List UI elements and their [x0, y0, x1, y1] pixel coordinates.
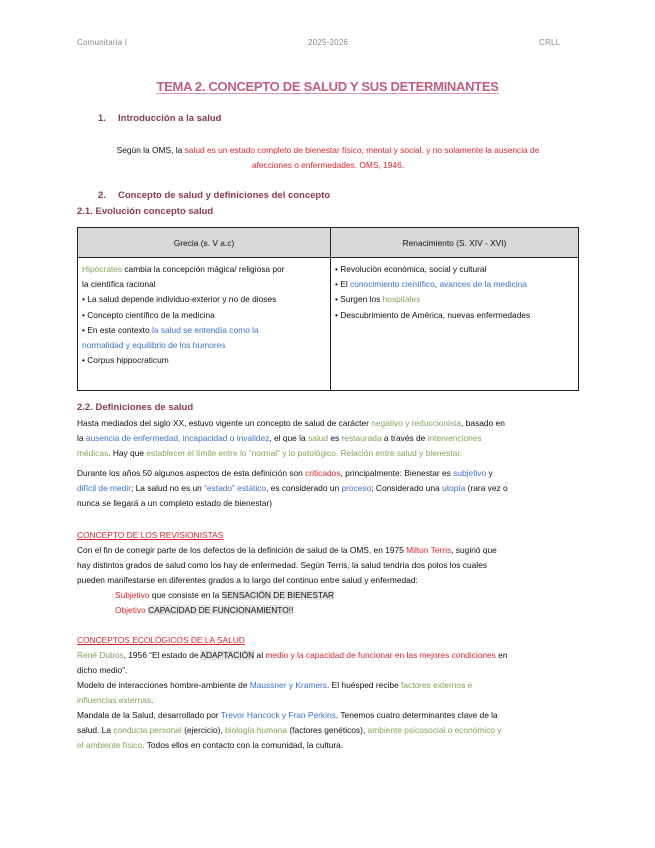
page-title: TEMA 2. CONCEPTO DE SALUD Y SUS DETERMINANTES — [156, 79, 499, 94]
oms-definition-red: salud es un estado completo de bienestar físico, mental y social, y no solamente la ausencia de — [184, 145, 540, 155]
list-item: • En este contexto — [82, 324, 152, 335]
text: la — [77, 433, 86, 443]
list-item: • Concepto científico de la medicina — [82, 309, 215, 320]
text: dicho medio”. — [77, 665, 128, 675]
highlight-blue: difícil de medir — [77, 483, 131, 493]
text: . Todos ellos en contacto con la comunidad, la cultura. — [142, 740, 344, 750]
text: y — [486, 468, 493, 478]
ecological-section — [77, 633, 582, 753]
highlight-blue: Maussner y Kramers — [249, 680, 327, 690]
section-number: 1. — [98, 113, 106, 124]
text: (factores genéticos), — [287, 725, 368, 735]
text: ; Considerado una — [371, 483, 443, 493]
highlight-green: establecer el límite entre lo “normal” y lo patológico. Relación entre salud y bienestar. — [146, 448, 462, 458]
hipocrates: Hipócrates — [82, 264, 123, 274]
highlight-gray: ADAPTACIÓN — [200, 650, 255, 660]
cell-greece — [78, 258, 331, 391]
highlight-red: Milton Terris — [406, 545, 452, 555]
header-center: 2025-2026 — [308, 38, 349, 47]
list-item: • La salud depende individuo-exterior y no de dioses — [82, 294, 277, 305]
highlight-green: intervenciones — [427, 433, 482, 443]
section-number: 2. — [98, 190, 106, 201]
highlight-blue: proceso — [341, 483, 372, 493]
paragraph-criticism — [77, 466, 582, 511]
ecological-heading: CONCEPTOS ECOLÓGICOS DE LA SALUD — [77, 635, 245, 645]
list-item: • Surgen los — [335, 294, 383, 305]
subsection-2-2: 2.2. Definiciones de salud — [77, 402, 194, 413]
text: que consiste en la — [149, 590, 222, 600]
text: Con el fin de corregir parte de los defectos de la definición de salud de la OMS, en 1975 — [77, 545, 407, 555]
text: . El huésped recibe — [326, 680, 402, 690]
oms-period: . — [401, 160, 405, 170]
oms-text: Según la OMS, la — [116, 145, 185, 155]
text: Mandala de la Salud, desarrollado por — [77, 710, 221, 720]
highlight-blue: conocimiento científico — [350, 279, 435, 290]
highlight-blue: ausencia de enfermedad, incapacidad o invalidez — [85, 433, 270, 443]
text: pueden manifestarse en diferentes grados a lo largo del continuo entre salud y enfermedad: — [77, 575, 418, 585]
highlight-green: negativo y reduccionista — [371, 418, 462, 428]
header-right: CRLL — [539, 38, 561, 47]
list-item: • Revolución económica, social y cultural — [335, 264, 487, 274]
highlight-red: Objetivo — [115, 605, 146, 615]
section-heading-2 — [98, 190, 330, 201]
text: nunca se llegará a un completo estado de bienestar) — [77, 498, 273, 508]
column-header-greece: Grecia (s. V a.c) — [78, 228, 331, 258]
highlight-green: restaurada — [341, 433, 382, 443]
highlight-green: conducta personal — [113, 725, 182, 735]
list-item: • El — [335, 279, 351, 290]
highlight-blue: Trevor Hancock y Fran Perkins — [220, 710, 336, 720]
text: al — [254, 650, 266, 660]
highlight-gray: SENSACIÓN DE BIENESTAR — [221, 590, 335, 600]
text: . Tenemos cuatro determinantes clave de la — [335, 710, 498, 720]
revisionists-heading: CONCEPTO DE LOS REVISIONISTAS — [77, 530, 224, 540]
text: (rara vez o — [465, 483, 508, 493]
highlight-red: criticados — [305, 468, 341, 478]
text: , basado en — [461, 418, 505, 428]
text: , sugirió que — [451, 545, 497, 555]
text: Hasta mediados del siglo XX, estuvo vigente un concepto de salud de carácter — [77, 418, 372, 428]
highlight-gray: CAPACIDAD DE FUNCIONAMIENTO!! — [148, 605, 294, 615]
text: . — [151, 695, 154, 705]
text: hay distintos grados de salud como los hay de enfermedad. Según Terris, la salud tendría dos polos los cuales — [77, 560, 487, 570]
subsection-2-1: 2.1. Evolución concepto salud — [77, 206, 214, 217]
paragraph-definitions — [77, 416, 582, 461]
highlight-green: influencias externas — [77, 695, 152, 705]
text: Modelo de interacciones hombre-ambiente de — [77, 680, 250, 690]
highlight-green: biología humana — [225, 725, 287, 735]
header-left: Comunitaria I — [77, 38, 128, 47]
text: Durante los años 50 algunos aspectos de esta definición son — [77, 468, 306, 478]
oms-definition — [77, 143, 579, 173]
text: , es considerado un — [266, 483, 342, 493]
oms-source: afecciones o enfermedades. OMS, 1946 — [251, 160, 402, 170]
highlight-blue: utopía — [442, 483, 466, 493]
highlight-green: el ambiente físico — [77, 740, 143, 750]
highlight-green: médicas — [77, 448, 109, 458]
text: ; La salud no es un — [131, 483, 205, 493]
highlight-green: René Dubos — [77, 650, 124, 660]
highlight-green: factores externos e — [401, 680, 473, 690]
text: , principalmente: Bienestar es — [340, 468, 454, 478]
text: , 1956 “El estado de — [123, 650, 201, 660]
text: salud. La — [77, 725, 114, 735]
text: (ejercicio), — [181, 725, 226, 735]
cell-text: , — [434, 279, 440, 290]
section-label: Concepto de salud y definiciones del concepto — [118, 190, 331, 201]
text: , el que la — [269, 433, 308, 443]
column-header-renaissance: Renacimiento (S. XIV - XVI) — [331, 228, 579, 258]
highlight-blue: avances de la medicina — [439, 279, 527, 290]
highlight-red: Subjetivo — [115, 590, 150, 600]
highlight-blue: subjetivo — [453, 468, 487, 478]
highlight-blue: “estado” estático — [204, 483, 267, 493]
highlight-blue: la salud se entendía como la — [151, 324, 259, 335]
text: es — [328, 433, 342, 443]
evolution-table — [77, 227, 579, 391]
text: . Hay que — [108, 448, 147, 458]
section-label: Introducción a la salud — [118, 113, 222, 124]
revisionists-section — [77, 528, 582, 618]
text: en — [495, 650, 508, 660]
highlight-blue: normalidad y equilibrio de los humores — [82, 340, 226, 351]
highlight-green: ambiente psicosocial o económico y — [367, 725, 502, 735]
highlight-red: medio y la capacidad de funcionar en las mejores condiciones — [265, 650, 496, 660]
highlight-green: salud — [307, 433, 328, 443]
cell-renaissance — [331, 258, 579, 391]
highlight-green: hospitales — [382, 294, 421, 305]
list-item: • Corpus hippocraticum — [82, 355, 169, 366]
cell-text: la científica racional — [82, 279, 156, 290]
text: a través de — [381, 433, 428, 443]
section-heading-1 — [98, 113, 221, 124]
list-item: • Descubrimiento de América, nuevas enfermedades — [335, 309, 531, 320]
cell-text: cambia la concepción mágica/ religiosa por — [122, 264, 285, 274]
